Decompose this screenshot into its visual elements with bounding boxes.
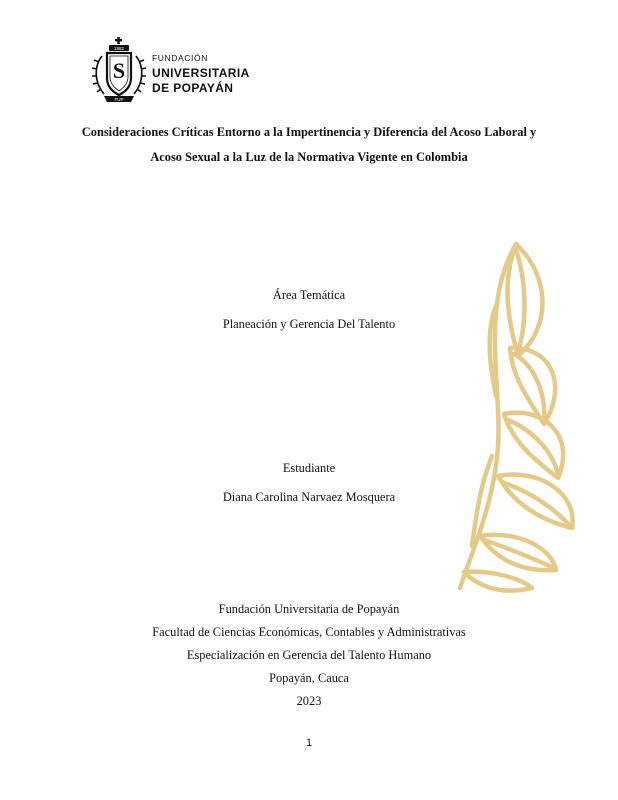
institution-section <box>60 598 558 713</box>
title-line-1: Consideraciones Críticas Entorno a la Impertinencia y Diferencia del Acoso Laboral y <box>81 125 537 139</box>
student-label: Estudiante <box>282 461 336 475</box>
area-value: Planeación y Gerencia Del Talento <box>222 317 396 331</box>
student-name: Diana Carolina Narvaez Mosquera <box>222 490 396 504</box>
institution-university: Fundación Universitaria de Popayán <box>218 602 400 616</box>
area-label: Área Temática <box>272 288 346 302</box>
institution-city: Popayán, Cauca <box>269 671 349 685</box>
seal-letter-text: S <box>112 58 126 83</box>
area-tematica-section <box>60 281 558 339</box>
institution-year: 2023 <box>296 694 322 708</box>
document-title <box>60 120 558 170</box>
seal-year-text: 1982 <box>113 45 124 51</box>
university-logo <box>90 36 250 108</box>
institution-faculty: Facultad de Ciencias Económicas, Contables y Administrativas <box>152 625 466 639</box>
title-line-2: Acoso Sexual a la Luz de la Normativa Vigente en Colombia <box>150 150 468 164</box>
logo-line-popayan: DE POPAYÁN <box>152 80 234 95</box>
student-section <box>60 454 558 512</box>
institution-program: Especialización en Gerencia del Talento Humano <box>186 648 432 662</box>
logo-wordmark <box>152 54 250 97</box>
logo-line-fundacion: FUNDACIÓN <box>152 53 208 63</box>
page-number: 1 <box>305 737 313 749</box>
seal-initials-text: FUP <box>114 96 124 102</box>
logo-line-universitaria: UNIVERSITARIA <box>152 65 250 80</box>
